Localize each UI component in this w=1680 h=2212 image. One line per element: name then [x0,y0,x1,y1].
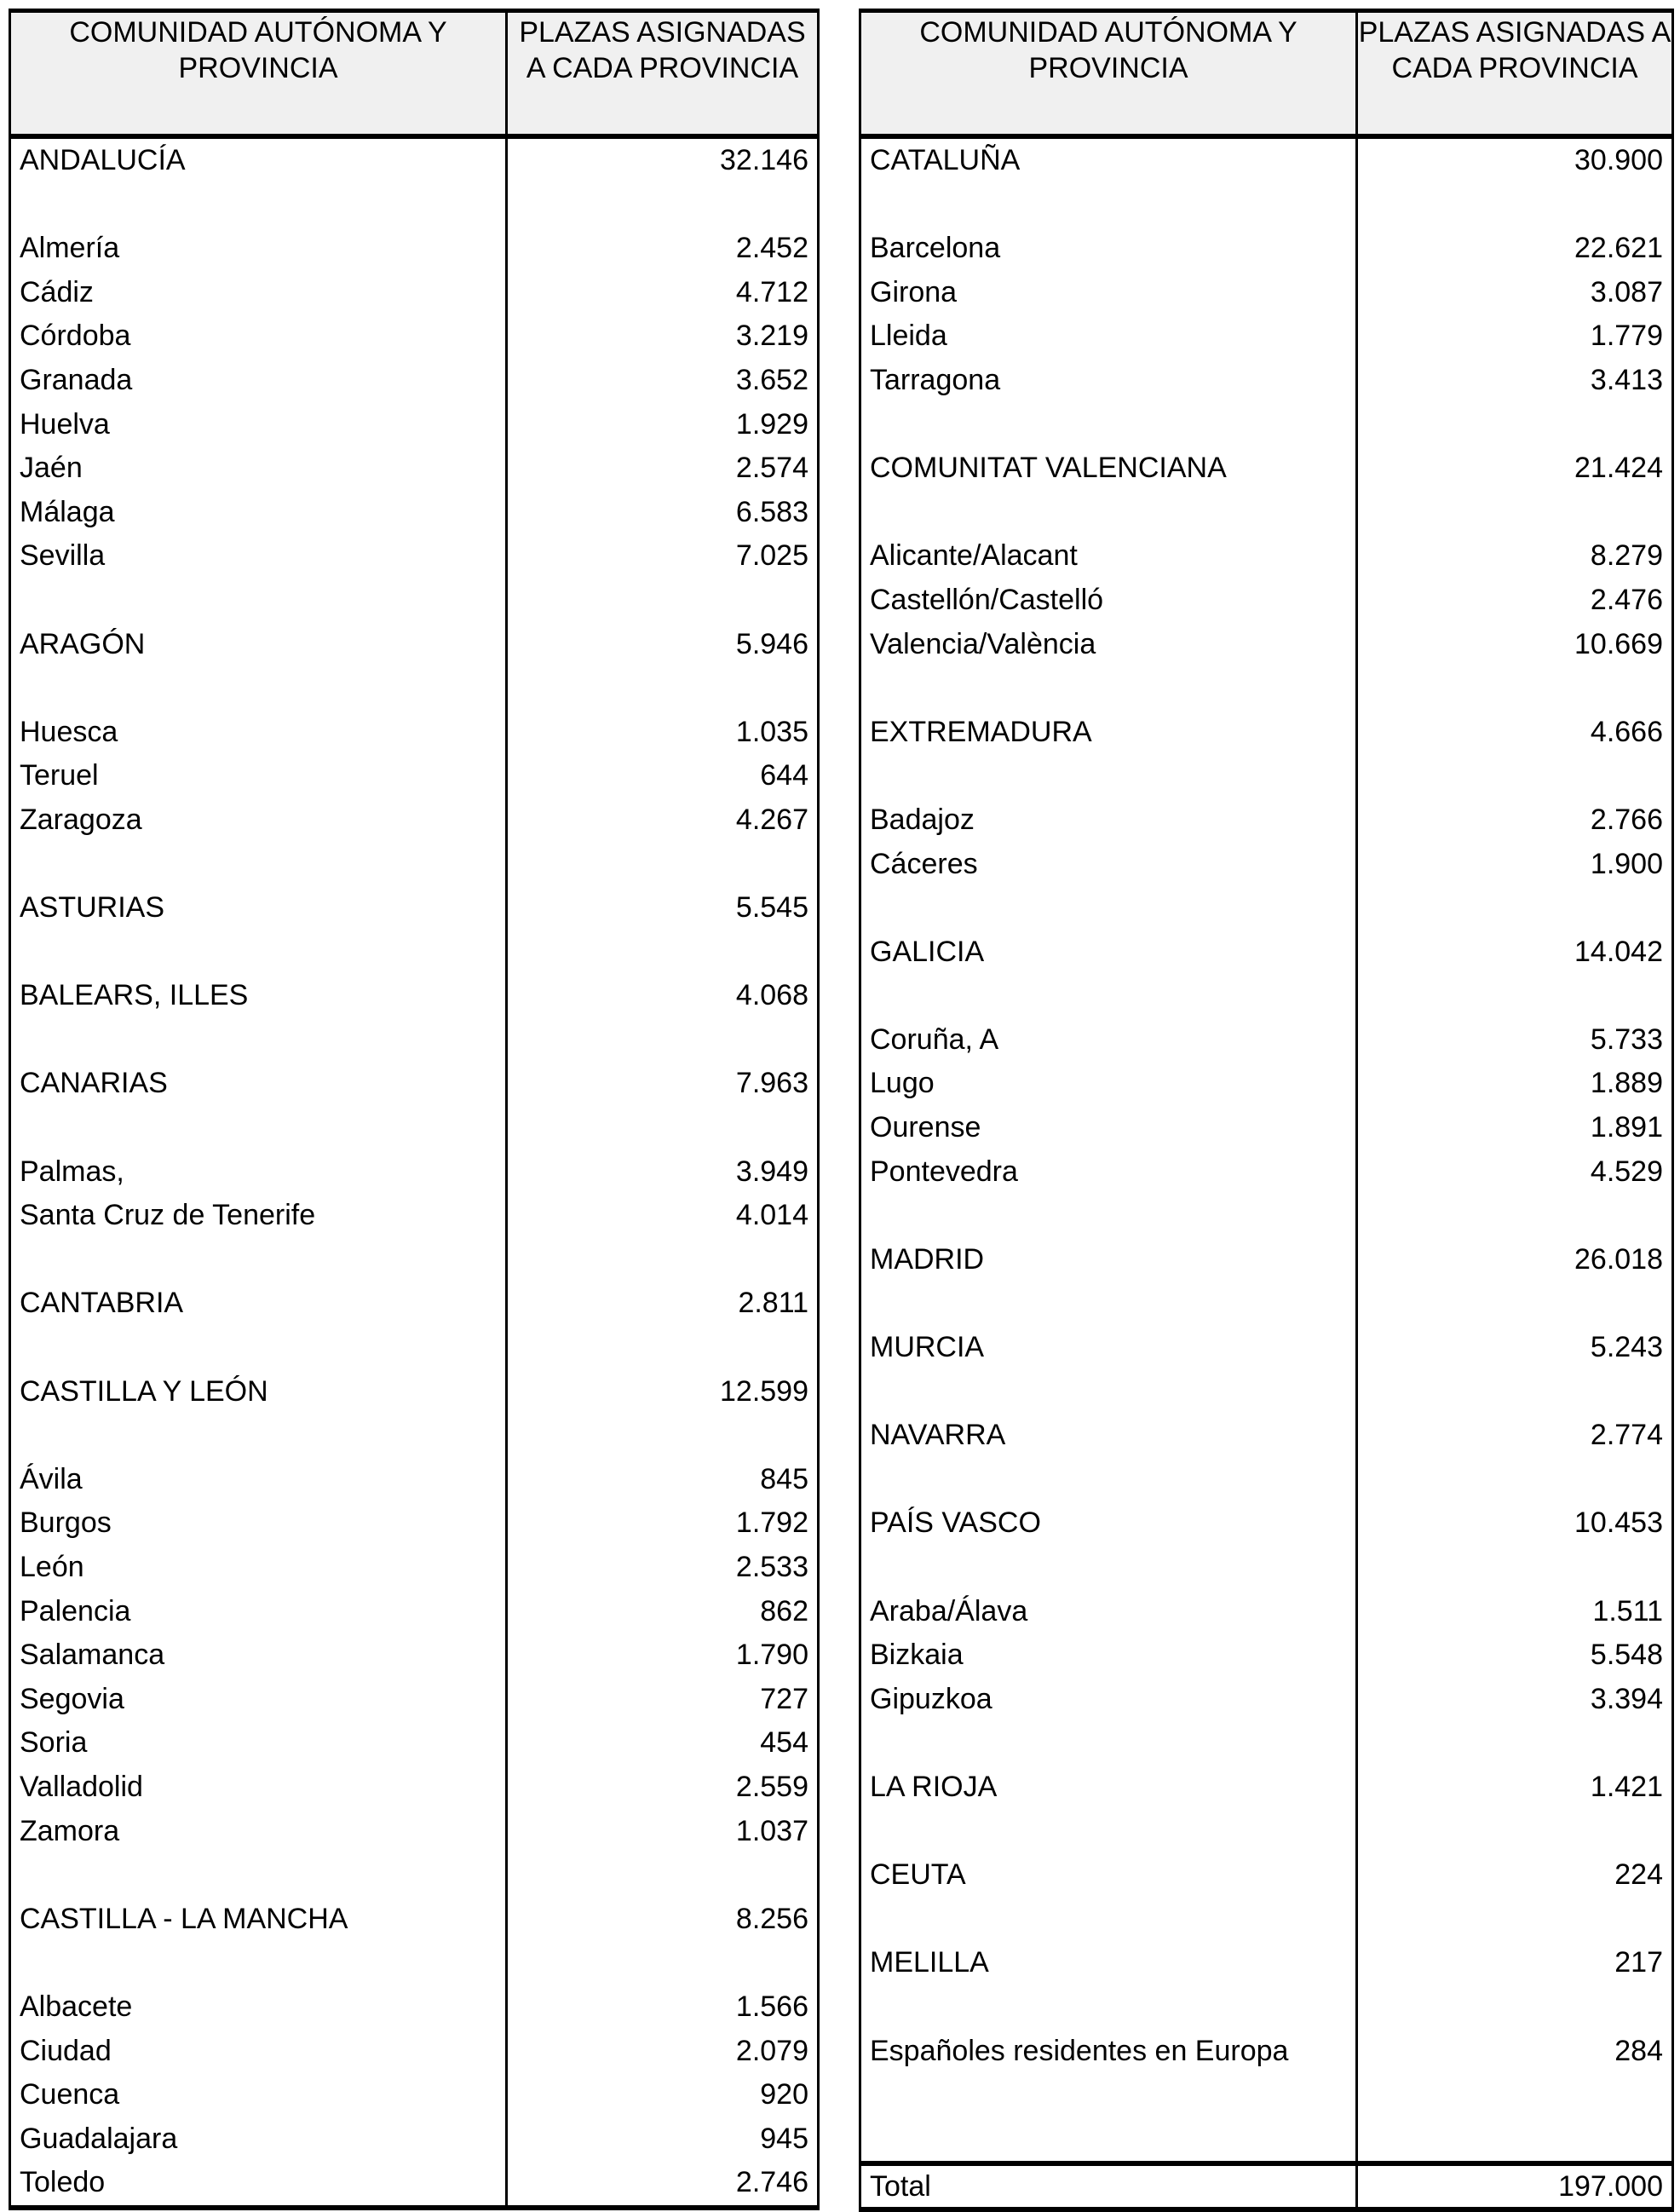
region-name: Zaragoza [11,798,508,843]
table-row [11,534,817,579]
places-value: 1.037 [735,1814,808,1847]
region-name [11,666,508,711]
region-name: CANARIAS [11,1062,508,1106]
region-name [11,1326,508,1370]
region-name: Ávila [11,1458,508,1502]
table-row [861,711,1671,755]
region-name [11,1018,508,1063]
region-name: Santa Cruz de Tenerife [11,1194,508,1238]
places-value: 5.545 [735,891,808,925]
region-name [861,1985,1358,2030]
table-row [11,623,817,667]
table-row [861,1458,1671,1502]
table-row [11,1590,817,1634]
region-name: PAÍS VASCO [861,1501,1358,1546]
places-value [1358,1194,1671,1238]
header-assigned-places: PLAZAS ASIGNADAS A CADA PROVINCIA [519,16,806,84]
region-name: Málaga [11,491,508,535]
table-row [861,1501,1671,1546]
places-value [1358,1370,1671,1414]
table-row [11,1238,817,1282]
region-name [861,1721,1358,1766]
left-table-body [11,139,817,2205]
region-name: CASTILLA Y LEÓN [11,1370,508,1414]
places-value: 8.256 [735,1902,808,1935]
region-name [861,1546,1358,1590]
table-row [861,1853,1671,1898]
table-row [11,579,817,623]
table-row [861,227,1671,271]
table-row [861,843,1671,887]
table-row [861,886,1671,930]
region-name: Burgos [11,1501,508,1546]
table-row [11,754,817,798]
region-name: Cáceres [861,843,1358,887]
region-name [861,1898,1358,1942]
region-name: Segovia [11,1678,508,1722]
places-value: 454 [760,1726,808,1760]
table-row [11,359,817,403]
region-name: CEUTA [861,1853,1358,1898]
places-value [508,1414,817,1458]
table-row [861,930,1671,975]
places-value: 1.929 [735,407,808,441]
places-value [1358,1985,1671,2030]
table-row [11,886,817,930]
table-row [11,974,817,1018]
table-row [11,227,817,271]
table-row [861,314,1671,359]
table-row [11,1766,817,1810]
places-value: 3.087 [1590,275,1663,308]
places-value [1358,1898,1671,1942]
header-assigned-places: PLAZAS ASIGNADAS A CADA PROVINCIA [1358,16,1671,84]
table-row [11,491,817,535]
table-header [11,13,817,139]
table-row [11,711,817,755]
places-value: 3.219 [735,320,808,353]
region-name [861,2073,1358,2117]
table-row [861,2117,1671,2162]
places-value: 2.533 [735,1551,808,1583]
region-name [11,579,508,623]
region-name: MELILLA [861,1941,1358,1985]
places-value: 644 [760,759,808,792]
places-value: 217 [1614,1946,1663,1979]
places-value: 2.766 [1590,803,1663,836]
table-row [11,1414,817,1458]
places-value: 7.963 [735,1067,808,1100]
places-value: 920 [760,2078,808,2111]
places-value [508,1326,817,1370]
table-row [11,1062,817,1106]
table-row [11,1194,817,1238]
places-value: 4.529 [1590,1155,1663,1188]
table-row [11,930,817,975]
places-value: 1.035 [735,715,808,748]
table-row [11,1370,817,1414]
region-name: Zamora [11,1810,508,1854]
table-row [861,1194,1671,1238]
places-value [508,666,817,711]
places-value: 21.424 [1574,452,1663,485]
region-name: Valladolid [11,1766,508,1810]
table-row [11,2117,817,2162]
places-value [508,930,817,975]
places-value: 12.599 [720,1374,808,1408]
table-row [11,666,817,711]
table-row [11,1546,817,1590]
places-value: 1.511 [1592,1594,1663,1627]
places-value: 30.900 [1574,144,1663,176]
table-row [861,1985,1671,2030]
table-row [11,1018,817,1063]
region-name: COMUNITAT VALENCIANA [861,446,1358,491]
region-name: Lugo [861,1062,1358,1106]
places-value: 224 [1614,1858,1663,1892]
region-name [11,1238,508,1282]
region-name: Córdoba [11,314,508,359]
region-name: ANDALUCÍA [11,139,508,183]
table-row [11,271,817,315]
region-name: EXTREMADURA [861,711,1358,755]
region-name: Almería [11,227,508,271]
places-value [508,1018,817,1063]
table-row [11,1501,817,1546]
region-name [11,843,508,887]
places-value: 3.949 [735,1155,808,1188]
region-name: Alicante/Alacant [861,534,1358,579]
places-value: 4.712 [735,275,808,308]
region-name: Pontevedra [861,1150,1358,1195]
total-label: Total [861,2166,1358,2207]
region-name [861,666,1358,711]
region-name: CASTILLA - LA MANCHA [11,1898,508,1942]
table-row [11,139,817,183]
places-value [1358,1721,1671,1766]
region-name: LA RIOJA [861,1766,1358,1810]
table-row [861,1238,1671,1282]
table-row [861,1062,1671,1106]
table-row [861,1810,1671,1854]
table-row [861,754,1671,798]
table-row [861,2030,1671,2074]
places-value: 2.746 [735,2166,808,2199]
region-name [861,886,1358,930]
region-name [861,403,1358,447]
places-value: 1.779 [1590,320,1663,353]
table-row [861,1018,1671,1063]
places-value: 4.267 [735,803,808,836]
table-row [861,1106,1671,1150]
region-name: Ciudad [11,2030,508,2074]
region-name: Jaén [11,446,508,491]
places-value [1358,491,1671,535]
table-row [11,1458,817,1502]
places-value: 5.733 [1590,1022,1663,1056]
region-name: Cádiz [11,271,508,315]
region-name: BALEARS, ILLES [11,974,508,1018]
places-value [508,1238,817,1282]
right-table [859,9,1674,2212]
region-name [11,1941,508,1985]
left-table [9,9,820,2210]
places-value [1358,1546,1671,1590]
region-name: Badajoz [861,798,1358,843]
places-value: 26.018 [1574,1242,1663,1276]
right-table-body [861,139,1671,2161]
region-name: Palmas, [11,1150,508,1195]
places-value: 5.243 [1590,1331,1663,1364]
region-name: CATALUÑA [861,139,1358,183]
table-row [11,1898,817,1942]
region-name: ARAGÓN [11,623,508,667]
places-value: 4.666 [1590,715,1663,748]
places-value: 2.559 [735,1770,808,1803]
region-name [861,1282,1358,1326]
places-value: 1.900 [1590,847,1663,880]
region-name: Gipuzkoa [861,1678,1358,1722]
places-value: 5.548 [1590,1639,1663,1672]
table-row [861,666,1671,711]
region-name [11,1853,508,1898]
total-row [861,2161,1671,2207]
region-name: Toledo [11,2161,508,2205]
places-value [508,1941,817,1985]
table-row [861,579,1671,623]
places-value: 5.946 [735,627,808,660]
table-row [11,1282,817,1326]
table-row [11,1633,817,1678]
table-header [861,13,1671,139]
table-row [861,623,1671,667]
region-name: ASTURIAS [11,886,508,930]
table-row [861,1150,1671,1195]
region-name [861,2117,1358,2162]
region-name: Españoles residentes en Europa [861,2030,1358,2074]
places-value: 3.652 [735,363,808,396]
region-name: Granada [11,359,508,403]
table-row [861,798,1671,843]
region-name: Girona [861,271,1358,315]
region-name [861,1370,1358,1414]
region-name: Lleida [861,314,1358,359]
table-row [861,1721,1671,1766]
table-row [11,1810,817,1854]
places-value: 1.421 [1590,1770,1663,1803]
table-row [861,534,1671,579]
table-row [861,2073,1671,2117]
places-value: 22.621 [1574,232,1663,265]
places-value: 862 [760,1594,808,1627]
places-value: 8.279 [1590,539,1663,573]
region-name: Albacete [11,1985,508,2030]
places-value: 10.669 [1574,627,1663,660]
region-name: León [11,1546,508,1590]
region-name: MURCIA [861,1326,1358,1370]
places-value: 2.774 [1590,1419,1663,1452]
places-value: 6.583 [735,495,808,528]
region-name: Cuenca [11,2073,508,2117]
places-value: 1.889 [1590,1067,1663,1100]
table-row [861,403,1671,447]
header-region-province: COMUNIDAD AUTÓNOMA Y PROVINCIA [11,13,508,134]
header-region-province: COMUNIDAD AUTÓNOMA Y PROVINCIA [861,13,1358,134]
places-value [1358,403,1671,447]
region-name: CANTABRIA [11,1282,508,1326]
table-row [861,1326,1671,1370]
places-value: 32.146 [720,144,808,176]
places-value [1358,1458,1671,1502]
region-name: Palencia [11,1590,508,1634]
region-name: Barcelona [861,227,1358,271]
region-name [861,183,1358,228]
region-name [11,1106,508,1150]
places-value [508,579,817,623]
places-value: 2.574 [735,452,808,485]
places-value: 4.068 [735,979,808,1012]
places-value: 1.891 [1590,1111,1663,1144]
table-row [861,1414,1671,1458]
places-value [1358,886,1671,930]
table-row [11,183,817,228]
table-row [11,1106,817,1150]
places-value: 845 [760,1462,808,1495]
table-row [11,1326,817,1370]
places-value [1358,974,1671,1018]
table-row [11,1721,817,1766]
places-value [1358,754,1671,798]
table-row [861,1941,1671,1985]
region-name [11,183,508,228]
region-name: Ourense [861,1106,1358,1150]
table-row [11,1853,817,1898]
places-value [1358,183,1671,228]
table-row [11,446,817,491]
region-name [11,930,508,975]
places-value [1358,666,1671,711]
places-value [1358,1810,1671,1854]
table-row [11,798,817,843]
places-value: 2.811 [738,1287,808,1320]
places-value: 2.079 [735,2034,808,2067]
region-name: Soria [11,1721,508,1766]
table-row [861,1633,1671,1678]
table-row [861,1678,1671,1722]
places-value [1358,1282,1671,1326]
region-name: MADRID [861,1238,1358,1282]
places-value: 14.042 [1574,935,1663,968]
table-row [11,1150,817,1195]
places-value: 284 [1614,2034,1663,2067]
region-name: Sevilla [11,534,508,579]
table-row [861,1282,1671,1326]
table-row [11,2030,817,2074]
places-value: 10.453 [1574,1506,1663,1540]
region-name: NAVARRA [861,1414,1358,1458]
places-value [1358,2073,1671,2117]
table-row [11,2161,817,2205]
region-name: Coruña, A [861,1018,1358,1063]
places-value: 2.476 [1590,583,1663,616]
table-row [861,1898,1671,1942]
region-name: Castellón/Castelló [861,579,1358,623]
region-name [861,754,1358,798]
places-value: 1.792 [735,1506,808,1540]
table-row [11,1985,817,2030]
region-name [861,491,1358,535]
places-value: 3.394 [1590,1682,1663,1715]
region-name: Guadalajara [11,2117,508,2162]
table-row [861,1590,1671,1634]
table-row [11,1678,817,1722]
region-name: Valencia/València [861,623,1358,667]
places-value [508,843,817,887]
region-name [861,1810,1358,1854]
table-row [11,1941,817,1985]
region-name: Salamanca [11,1633,508,1678]
places-value [508,1853,817,1898]
region-name [861,974,1358,1018]
places-value [1358,2117,1671,2162]
table-row [11,403,817,447]
places-value: 7.025 [735,539,808,573]
region-name [861,1458,1358,1502]
places-value: 4.014 [735,1199,808,1232]
table-row [861,1766,1671,1810]
table-row [861,491,1671,535]
table-row [861,139,1671,183]
region-name: GALICIA [861,930,1358,975]
places-value [508,183,817,228]
table-row [861,446,1671,491]
table-row [861,1370,1671,1414]
places-value: 945 [760,2122,808,2155]
table-row [861,974,1671,1018]
region-name: Araba/Álava [861,1590,1358,1634]
table-row [11,843,817,887]
places-value: 2.452 [735,232,808,265]
region-name: Teruel [11,754,508,798]
total-value: 197.000 [1558,2170,1663,2203]
region-name: Huelva [11,403,508,447]
table-row [11,314,817,359]
table-row [861,359,1671,403]
region-name: Tarragona [861,359,1358,403]
table-row [861,183,1671,228]
places-value: 727 [760,1682,808,1715]
region-name: Huesca [11,711,508,755]
region-name: Bizkaia [861,1633,1358,1678]
places-value [508,1106,817,1150]
places-value: 1.566 [735,1990,808,2023]
table-row [861,271,1671,315]
table-row [861,1546,1671,1590]
region-name [861,1194,1358,1238]
places-value: 3.413 [1590,363,1663,396]
table-row [11,2073,817,2117]
region-name [11,1414,508,1458]
places-value: 1.790 [735,1639,808,1672]
